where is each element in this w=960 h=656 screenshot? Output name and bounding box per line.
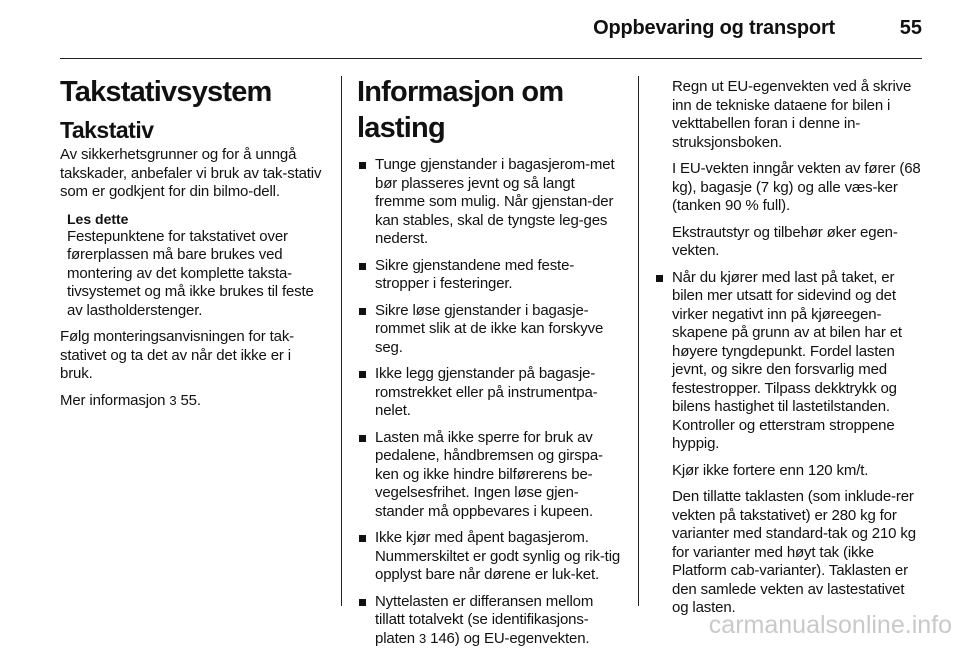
- paragraph-eu-weight: Regn ut EU-egenvekten ved å skrive inn de tekniske dataene for bilen i vekttabellen foran i denne in-struksjonsboken.: [672, 78, 912, 151]
- list-item-text: Når du kjører med last på taket, er bilen mer utsatt for sidevind og det virker negativt inn på kjøreegen-skapene på grunn av at bilen har et høyere tyngdepunkt. Fordel lasten jevnt, og sikre den forsvarlig med festestropper. Tilpass dekktrykk og bilens hastighet til lastetilstanden. Kontroller og etterstram stroppene hyppig.: [672, 268, 902, 452]
- list-item: [357, 302, 623, 358]
- column-2: [357, 72, 623, 656]
- list-item-text: Sikre gjenstandene med feste-stropper i festeringer.: [375, 256, 575, 292]
- bullet-square-icon: [359, 371, 366, 378]
- section-heading-lasting: Informasjon om lasting: [357, 76, 564, 144]
- page-header: [0, 0, 960, 60]
- paragraph-roof-load: Den tillatte taklasten (som inklude-rer vekten på takstativet) er 280 kg for varianter med standard-tak og 210 kg for varianter med høyt tak (ikke Platform cab-varianter). Taklasten er den samlede vekten av lastestativet og lasten.: [672, 488, 916, 616]
- note-box: [67, 210, 326, 321]
- list-item-text: Sikre løse gjenstander i bagasje-rommet slik at de ikke kan forskyve seg.: [375, 301, 604, 356]
- paragraph-extra-equipment: Ekstrautstyr og tilbehør øker egen-vekten.: [672, 223, 898, 259]
- paragraph-eu-weight-includes: I EU-vekten inngår vekten av fører (68 kg), bagasje (7 kg) og alle væs-ker (tanken 90 % full).: [672, 160, 921, 214]
- page-reference-link[interactable]: 55.: [176, 391, 201, 409]
- list-item: [357, 257, 623, 294]
- list-item: [654, 269, 922, 454]
- column-1: [60, 72, 326, 418]
- bullet-square-icon: [359, 162, 366, 169]
- list-item: [357, 365, 623, 421]
- bullet-square-icon: [359, 535, 366, 542]
- column-divider-1: [341, 76, 342, 606]
- list-item: [357, 529, 623, 585]
- subsection-heading-takstativ: Takstativ: [60, 117, 154, 143]
- list-item-text: Lasten må ikke sperre for bruk av pedalene, håndbremsen og girspa-ken og ikke hindre bilførerens be-vegelsesfrihet. Ingen løse gjen-stander må oppbevares i kupeen.: [375, 428, 603, 520]
- list-item-text: Ikke legg gjenstander på bagasje-romstrekket eller på instrumentpa-nelet.: [375, 365, 598, 419]
- paragraph-intro: Av sikkerhetsgrunner og for å unngå takskader, anbefaler vi bruk av tak-stativ som er godkjent for din bilmo-dell.: [60, 146, 322, 200]
- bullet-square-icon: [359, 599, 366, 606]
- column-divider-2: [638, 76, 639, 606]
- page-reference-link[interactable]: 146) og EU-egenvekten.: [426, 629, 590, 647]
- list-item-text: Nyttelasten er differansen mellom tillatt totalvekt (se identifikasjons-platen: [375, 592, 594, 647]
- more-info-text: Mer informasjon: [60, 391, 166, 409]
- bullet-square-icon: [359, 308, 366, 315]
- section-heading-takstativsystem: Takstativsystem: [60, 76, 272, 108]
- page-number: 55: [899, 17, 922, 39]
- note-body: Festepunktene for takstativet over førerplassen må bare brukes ved montering av det komplette taksta-tivsystemet og må ikke brukes til feste av lastholderstenger.: [67, 227, 314, 319]
- note-title: Les dette: [67, 210, 129, 227]
- paragraph-more-info: [60, 392, 326, 411]
- bullet-square-icon: [359, 435, 366, 442]
- watermark: carmanualsonline.info: [708, 611, 952, 639]
- column-3: [654, 78, 922, 626]
- list-item: [357, 593, 623, 649]
- bullet-square-icon: [656, 275, 663, 282]
- reference-arrow-icon[interactable]: 3: [419, 630, 427, 646]
- paragraph-mounting: Følg monteringsanvisningen for tak-stativet og ta det av når det ikke er i bruk.: [60, 328, 295, 382]
- header-divider: [60, 58, 922, 59]
- list-item-text: Tunge gjenstander i bagasjerom-met bør plasseres jevnt og så langt fremme som mulig. Når gjenstan-der kan stables, skal de tyngste leg-ges nederst.: [375, 156, 615, 247]
- bullet-square-icon: [359, 263, 366, 270]
- list-item: [357, 156, 623, 249]
- reference-arrow-icon[interactable]: 3: [169, 392, 177, 408]
- header-title: Oppbevaring og transport: [593, 17, 835, 39]
- list-item: [357, 429, 623, 522]
- list-item-text: Ikke kjør med åpent bagasjerom. Nummerskiltet er godt synlig og rik-tig opplyst bare når dørene er luk-ket.: [375, 529, 621, 583]
- paragraph-speed-limit: Kjør ikke fortere enn 120 km/t.: [672, 461, 869, 479]
